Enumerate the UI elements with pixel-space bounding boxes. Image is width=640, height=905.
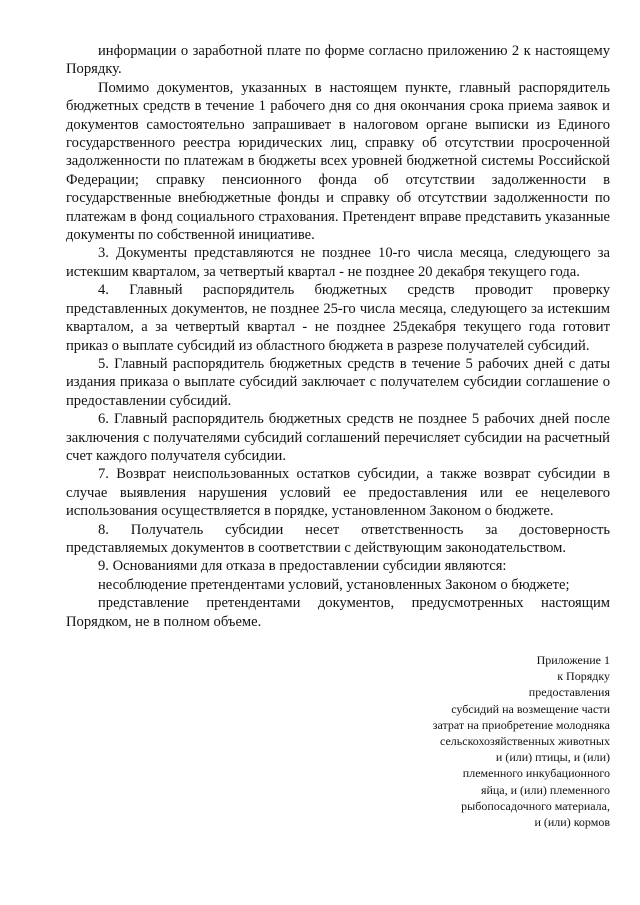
appendix-line: сельскохозяйственных животных	[440, 734, 610, 749]
paragraph-item-9: 9. Основаниями для отказа в предоставлении субсидии являются:	[98, 558, 507, 575]
body-text	[66, 42, 614, 631]
appendix-line: и (или) птицы, и (или)	[495, 750, 610, 765]
paragraph-item-4: 4. Главный распорядитель бюджетных средств проводит проверку представленных документов, не позднее 25-го числа месяца, следующего за истекшим кварталом, а за четвертый квартал - не позднее 25декабря текущего года готовит приказ о выплате субсидий из областного бюджета в разрезе получателей субсидий.	[66, 282, 614, 354]
appendix-line: рыбопосадочного материала,	[461, 798, 610, 813]
paragraph-continuation: информации о заработной плате по форме согласно приложению 2 к настоящему Порядку.	[66, 43, 610, 78]
paragraph-item-3: 3. Документы представляются не позднее 10-го числа месяца, следующего за истекшим кварталом, за четвертый квартал - не позднее 20 декабря текущего года.	[66, 245, 610, 280]
appendix-line: субсидий на возмещение части	[451, 701, 610, 716]
appendix-line: к Порядку	[557, 669, 610, 684]
paragraph-item-6: 6. Главный распорядитель бюджетных средств не позднее 5 рабочих дней после заключения с получателями субсидий соглашений перечисляет субсидии на расчетный счет каждого получателя субсидии.	[66, 411, 610, 464]
paragraph-item-7: 7. Возврат неиспользованных остатков субсидии, а также возврат субсидии в случае выявления нарушения условий ее предоставления или ее нецелевого использования осуществляется в порядке, установленном Законом о бюджете.	[66, 466, 610, 520]
paragraph-refusal-reason-2: представление претендентами документов, предусмотренных настоящим Порядком, не в полном объеме.	[66, 595, 610, 630]
appendix-line: яйца, и (или) племенного	[480, 782, 610, 797]
paragraph-item-5: 5. Главный распорядитель бюджетных средств в течение 5 рабочих дней с даты издания приказа о выплате субсидий заключает с получателем субсидии соглашение о предоставлении субсидий.	[66, 355, 610, 409]
appendix-line: предоставления	[528, 685, 610, 700]
appendix-heading	[370, 652, 610, 830]
paragraph-additional-documents: Помимо документов, указанных в настоящем пункте, главный распорядитель бюджетных средств в течение 1 рабочего дня со дня окончания срока приема заявок и документов самостоятельно запрашивает в налоговом органе выписки из Единого государственного реестра юридических лиц, справку об отсутствии просроченной задолженности по платежам в бюджеты всех уровней бюджетной системы Российской Федерации; справку пенсионного фонда об отсутствии задолженности в государственные внебюджетные фонды и справку об отсутствии задолженности по платежам в фонд социального страхования. Претендент вправе представить указанные документы по собственной инициативе.	[66, 79, 610, 244]
appendix-line: затрат на приобретение молодняка	[432, 717, 610, 732]
paragraph-refusal-reason-1: несоблюдение претендентами условий, установленных Законом о бюджете;	[98, 576, 570, 593]
paragraph-item-8: 8. Получатель субсидии несет ответственность за достоверность представляемых документов в соответствии с действующим законодательством.	[66, 521, 614, 556]
appendix-line: племенного инкубационного	[462, 766, 610, 781]
appendix-line: и (или) кормов	[534, 815, 610, 830]
appendix-line: Приложение 1	[536, 653, 610, 667]
